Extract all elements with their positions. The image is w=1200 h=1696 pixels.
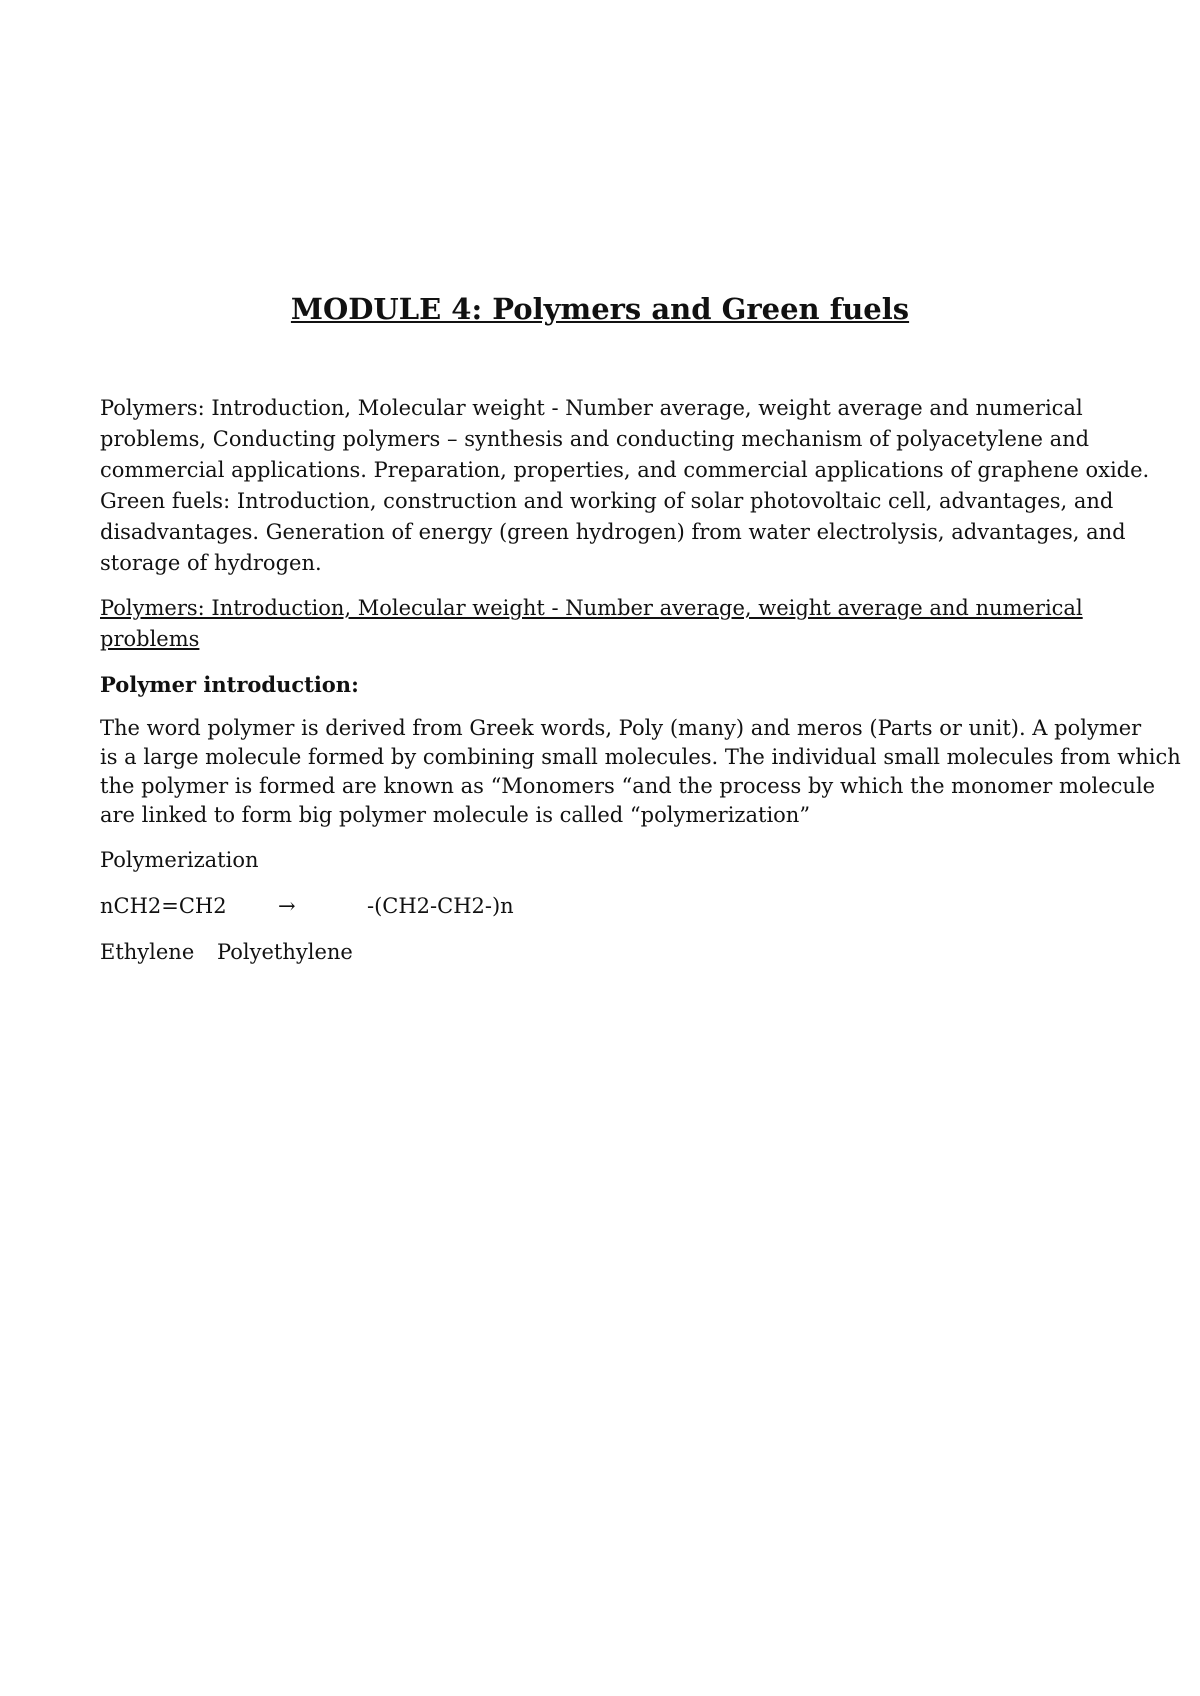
- reaction-equation: [100, 891, 1180, 922]
- syllabus-paragraph: [100, 393, 1180, 579]
- section-heading: [100, 593, 1180, 655]
- syllabus-line: disadvantages. Generation of energy (green hydrogen) from water electrolysis, advantages, and: [100, 520, 1126, 544]
- intro-paragraph: [100, 714, 1180, 830]
- polymerization-label: Polymerization: [100, 848, 259, 872]
- reaction-labels: [100, 937, 1180, 968]
- product-formula: -(CH2-CH2-)n: [367, 894, 514, 918]
- document-body: [100, 393, 1180, 968]
- intro-line: The word polymer is derived from Greek words, Poly (many) and meros (Parts or unit). A polymer: [100, 716, 1142, 740]
- spacer: [100, 655, 1180, 669]
- spacer: [100, 700, 1180, 714]
- reactant-formula: nCH2=CH2: [100, 894, 227, 918]
- section-heading-line: Polymers: Introduction, Molecular weight - Number average, weight average and numerical: [100, 596, 1083, 620]
- subheading: Polymer introduction:: [100, 672, 359, 697]
- spacer: [100, 876, 1180, 891]
- spacer: [100, 830, 1180, 845]
- spacer: [100, 579, 1180, 593]
- syllabus-line: commercial applications. Preparation, properties, and commercial applications of graphene oxide.: [100, 458, 1150, 482]
- syllabus-line: Green fuels: Introduction, construction and working of solar photovoltaic cell, advantages, and: [100, 489, 1114, 513]
- page-title: MODULE 4: Polymers and Green fuels: [290, 292, 910, 326]
- spacer: [100, 922, 1180, 937]
- section-heading-line: problems: [100, 627, 200, 651]
- syllabus-line: storage of hydrogen.: [100, 551, 322, 575]
- intro-line: the polymer is formed are known as “Monomers “and the process by which the monomer molecule: [100, 774, 1156, 798]
- syllabus-line: Polymers: Introduction, Molecular weight - Number average, weight average and numerical: [100, 396, 1083, 420]
- syllabus-line: problems, Conducting polymers – synthesis and conducting mechanism of polyacetylene and: [100, 427, 1090, 451]
- intro-line: are linked to form big polymer molecule is called “polymerization”: [100, 803, 811, 827]
- reactant-name: Ethylene: [100, 940, 195, 964]
- intro-line: is a large molecule formed by combining small molecules. The individual small molecules from which: [100, 745, 1181, 769]
- reaction-arrow-icon: →: [278, 894, 296, 918]
- product-name: Polyethylene: [217, 940, 353, 964]
